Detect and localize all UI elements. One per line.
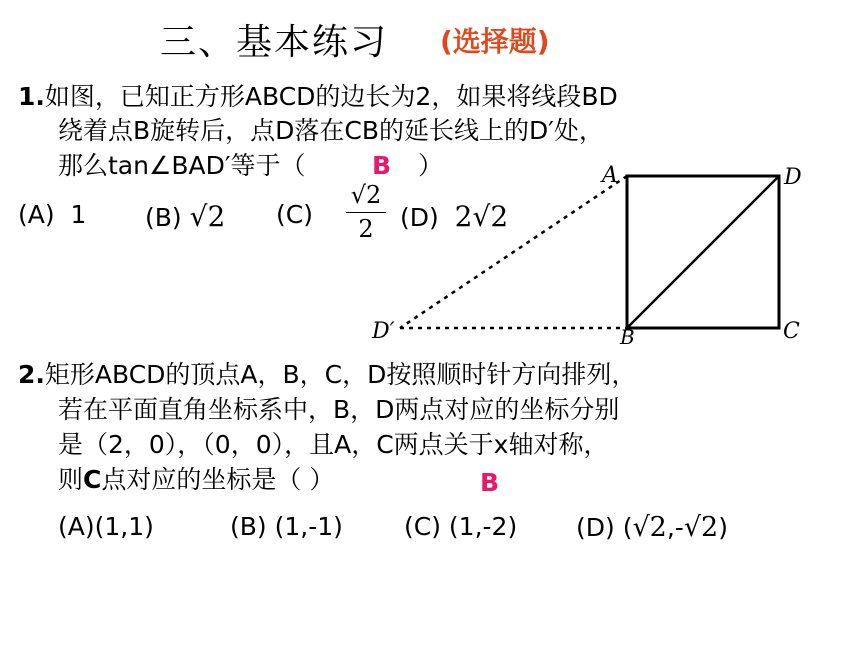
q1-line3-close: ） [418,151,444,180]
diagonal-bd [627,176,779,328]
q1-option-b [145,200,225,233]
q1-text-1: 如图，已知正方形ABCD的边长为2，如果将线段BD [44,82,618,111]
label-b: B [620,325,635,349]
q1-option-a-label: (A) [18,200,55,229]
q1-option-c-numerator: √2 [350,181,382,209]
section-title: 三、基本练习 [160,22,389,63]
q2-line1 [18,358,636,392]
q2-text-4b: 点对应的坐标是（ ） [101,465,335,494]
q2-option-d-suffix: ) [718,513,728,542]
q2-option-b: (B) (1,-1) [230,512,343,541]
q1-option-b-label: (B) [145,203,182,232]
q1-figure [370,160,810,350]
q2-text-4a: 则 [58,465,84,494]
dashed-line-ad [400,176,627,328]
q2-number: 2. [18,360,45,389]
q2-option-d [576,512,728,543]
q2-line2: 若在平面直角坐标系中，B，D两点对应的坐标分别 [58,395,620,424]
label-d-prime: D′ [372,319,395,344]
q2-option-c: (C) (1,-2) [404,512,518,541]
q2-line3: 是（2，0），（0，0），且A，C两点关于x轴对称， [58,430,609,459]
label-a: A [602,163,618,188]
label-d: D [784,165,802,190]
q1-number: 1. [18,82,45,111]
q1-option-b-value: √2 [189,200,226,233]
q1-option-d-value: 2√2 [454,200,509,233]
q2-line4 [58,463,334,497]
q1-line1 [18,80,618,114]
q1-text-3: 那么tan∠BAD′等于（ [58,151,306,180]
q1-option-c-label: (C) [276,200,313,229]
q2-text-4-c: C [83,465,102,494]
q1-line3 [58,149,306,183]
q1-line2: 绕着点B旋转后，点D落在CB的延长线上的D′处， [58,116,604,145]
q1-option-a-value: 1 [70,200,87,229]
q1-option-c [276,200,313,229]
q2-text-1: 矩形ABCD的顶点A，B，C，D按照顺时针方向排列， [44,360,637,389]
q1-option-a [18,200,86,229]
q2-option-d-prefix: (D) ( [576,513,633,542]
section-tag: (选择题) [440,25,550,58]
label-c: C [783,319,800,344]
q1-option-c-denominator: 2 [358,215,374,243]
q2-answer: B [480,468,500,497]
q2-option-d-comma: ,- [666,513,684,542]
q2-option-d-sqrt-1: √2 [632,512,667,543]
q1-answer: B [372,151,392,180]
q2-option-d-sqrt-2: √2 [683,512,719,543]
q1-option-d-label: (D) [400,203,439,232]
q2-option-a: (A)(1,1) [58,512,154,541]
